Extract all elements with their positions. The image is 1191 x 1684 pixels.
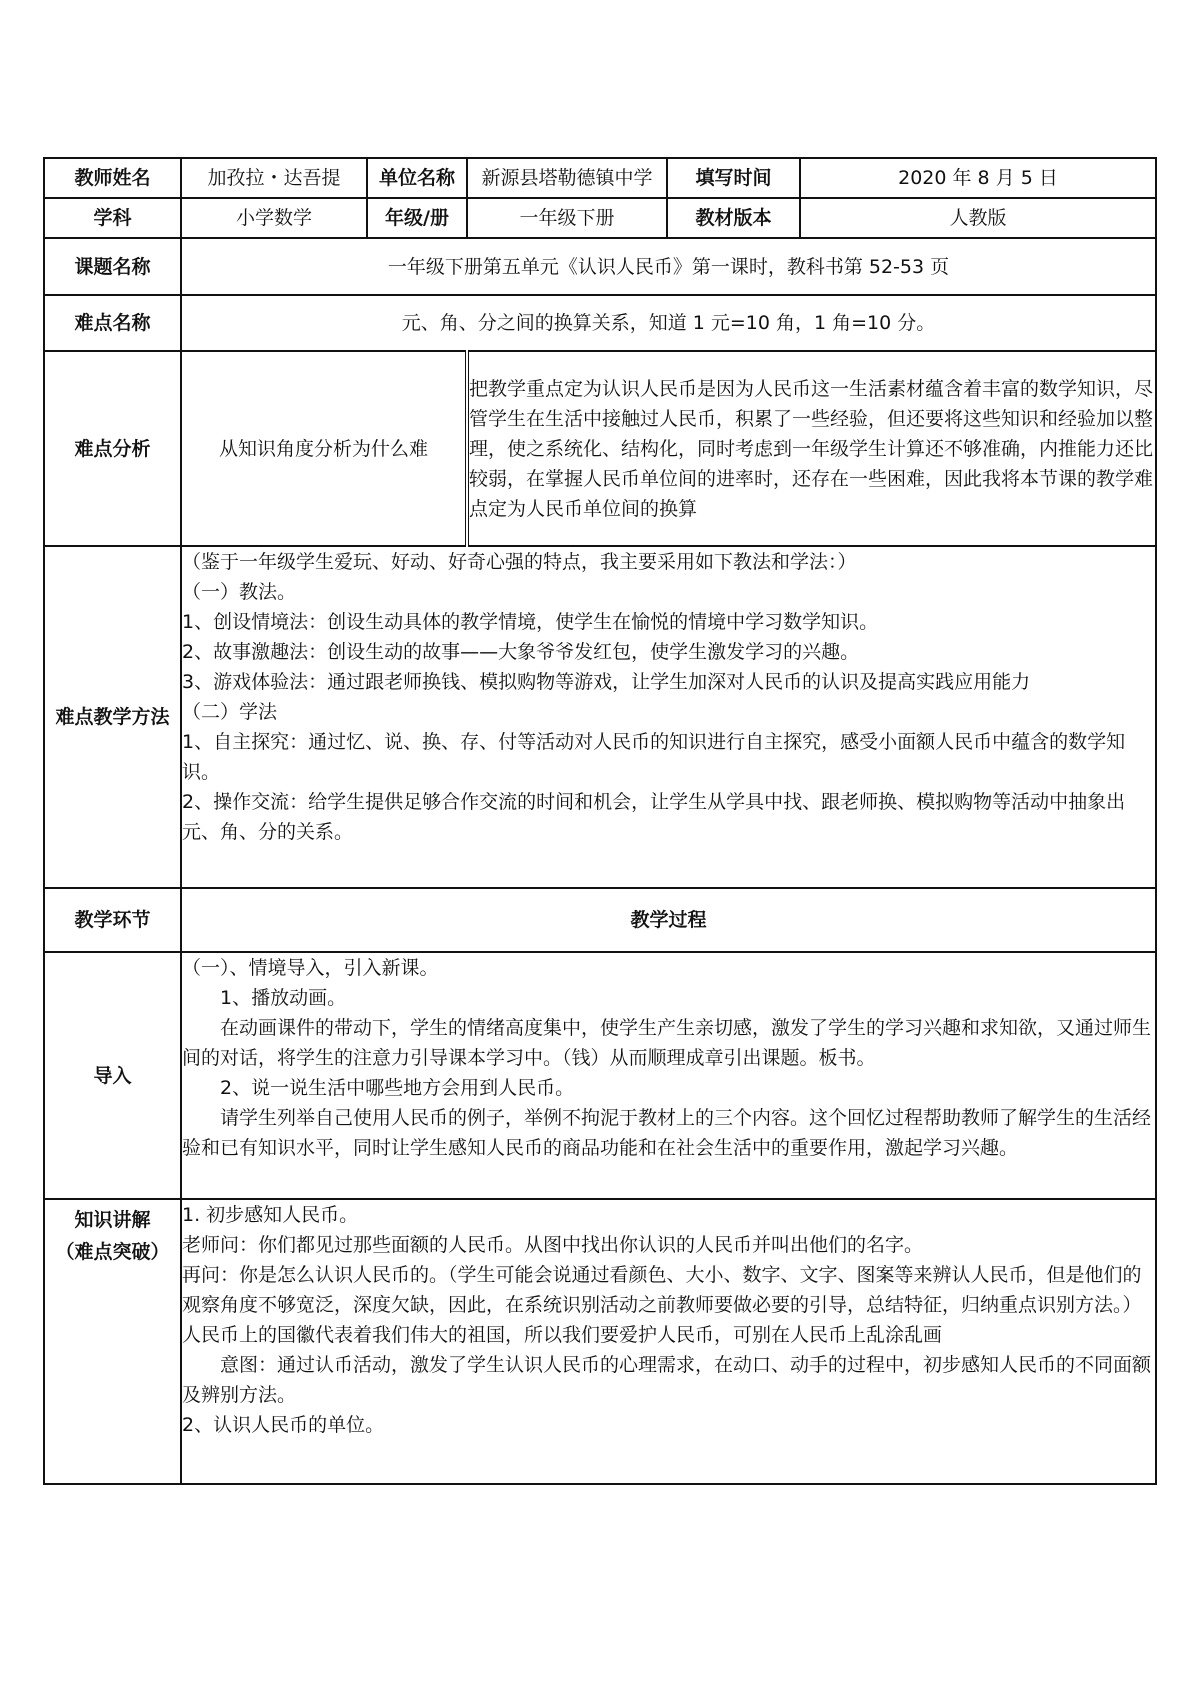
- teacher-name-label: 教师姓名: [44, 158, 181, 198]
- knowledge-line: 1. 初步感知人民币。: [182, 1204, 359, 1226]
- methods-line: 1、创设情境法：创设生动具体的教学情境，使学生在愉悦的情境中学习数学知识。: [182, 611, 879, 633]
- knowledge-line: 再问：你是怎么认识人民币的。（学生可能会说通过看颜色、大小、数字、文字、图案等来辨认人民币，但是他们的观察角度不够宽泛，深度欠缺，因此，在系统识别活动之前教师要做必要的引导，总结特征，归纳重点识别方法。）: [182, 1264, 1142, 1316]
- methods-content: [181, 546, 1156, 888]
- intro-content: [181, 952, 1156, 1199]
- fill-date-value: 2020 年 8 月 5 日: [800, 158, 1156, 198]
- knowledge-label-line2: （难点突破）: [55, 1241, 170, 1263]
- intro-row: [44, 952, 1156, 1199]
- methods-row: [44, 546, 1156, 888]
- methods-line: 3、游戏体验法：通过跟老师换钱、模拟购物等游戏，让学生加深对人民币的认识及提高实践应用能力: [182, 671, 1031, 693]
- methods-line: （鉴于一年级学生爱玩、好动、好奇心强的特点，我主要采用如下教法和学法：）: [182, 551, 857, 573]
- knowledge-line: 老师问：你们都见过那些面额的人民币。从图中找出你认识的人民币并叫出他们的名字。: [182, 1234, 924, 1256]
- methods-line: （一）教法。: [182, 581, 297, 603]
- process-step-label: 教学环节: [44, 888, 181, 952]
- subject-value: 小学数学: [181, 198, 367, 238]
- grade-label: 年级/册: [367, 198, 467, 238]
- unit-name-label: 单位名称: [367, 158, 467, 198]
- methods-label: 难点教学方法: [44, 546, 181, 888]
- intro-label: 导入: [44, 952, 181, 1199]
- knowledge-line: 意图：通过认币活动，激发了学生认识人民币的心理需求，在动口、动手的过程中，初步感知人民币的不同面额及辨别方法。: [182, 1354, 1152, 1406]
- teacher-name-value: 加孜拉・达吾提: [181, 158, 367, 198]
- lesson-plan-table: [43, 157, 1157, 1485]
- topic-value: 一年级下册第五单元《认识人民币》第一课时，教科书第 52-53 页: [181, 238, 1156, 295]
- topic-row: [44, 238, 1156, 295]
- intro-line: 1、播放动画。: [220, 987, 347, 1009]
- process-header-row: [44, 888, 1156, 952]
- intro-line: 2、说一说生活中哪些地方会用到人民币。: [220, 1077, 575, 1099]
- knowledge-row: [44, 1199, 1156, 1484]
- difficulty-label: 难点名称: [44, 295, 181, 351]
- methods-line: 2、故事激趣法：创设生动的故事——大象爷爷发红包，使学生激发学习的兴趣。: [182, 641, 860, 663]
- knowledge-label-line1: 知识讲解: [74, 1209, 151, 1231]
- subject-label: 学科: [44, 198, 181, 238]
- process-content-label: 教学过程: [181, 888, 1156, 952]
- knowledge-content: [181, 1199, 1156, 1484]
- intro-line: （一）、情境导入，引入新课。: [182, 957, 439, 979]
- knowledge-line: 2、认识人民币的单位。: [182, 1414, 385, 1436]
- subject-row: [44, 198, 1156, 238]
- analysis-text: 把教学重点定为认识人民币是因为人民币这一生活素材蕴含着丰富的数学知识，尽管学生在生活中接触过人民币，积累了一些经验，但还要将这些知识和经验加以整理，使之系统化、结构化，同时考虑到一年级学生计算还不够准确，内推能力还比较弱，在掌握人民币单位间的进率时，还存在一些困难，因此我将本节课的教学难点定为人民币单位间的换算: [467, 351, 1156, 546]
- difficulty-row: [44, 295, 1156, 351]
- methods-line: 1、自主探究：通过忆、说、换、存、付等活动对人民币的知识进行自主探究，感受小面额人民币中蕴含的数学知识。: [182, 731, 1126, 783]
- methods-line: （二）学法: [182, 701, 278, 723]
- teacher-row: [44, 158, 1156, 198]
- analysis-label: 难点分析: [44, 351, 181, 546]
- knowledge-label: [44, 1199, 181, 1484]
- knowledge-line: 人民币上的国徽代表着我们伟大的祖国，所以我们要爱护人民币，可别在人民币上乱涂乱画: [182, 1324, 943, 1346]
- edition-label: 教材版本: [667, 198, 800, 238]
- edition-value: 人教版: [800, 198, 1156, 238]
- difficulty-value: 元、角、分之间的换算关系，知道 1 元=10 角，1 角=10 分。: [181, 295, 1156, 351]
- intro-line: 在动画课件的带动下，学生的情绪高度集中，使学生产生亲切感，激发了学生的学习兴趣和求知欲，又通过师生间的对话，将学生的注意力引导课本学习中。（钱）从而顺理成章引出课题。板书。: [182, 1017, 1152, 1069]
- intro-line: 请学生列举自己使用人民币的例子，举例不拘泥于教材上的三个内容。这个回忆过程帮助教师了解学生的生活经验和已有知识水平，同时让学生感知人民币的商品功能和在社会生活中的重要作用，激起学习兴趣。: [182, 1107, 1152, 1159]
- analysis-sub-label: 从知识角度分析为什么难: [181, 351, 467, 546]
- methods-line: 2、操作交流：给学生提供足够合作交流的时间和机会，让学生从学具中找、跟老师换、模拟购物等活动中抽象出元、角、分的关系。: [182, 791, 1126, 843]
- unit-name-value: 新源县塔勒德镇中学: [467, 158, 667, 198]
- grade-value: 一年级下册: [467, 198, 667, 238]
- fill-date-label: 填写时间: [667, 158, 800, 198]
- topic-label: 课题名称: [44, 238, 181, 295]
- analysis-row: [44, 351, 1156, 546]
